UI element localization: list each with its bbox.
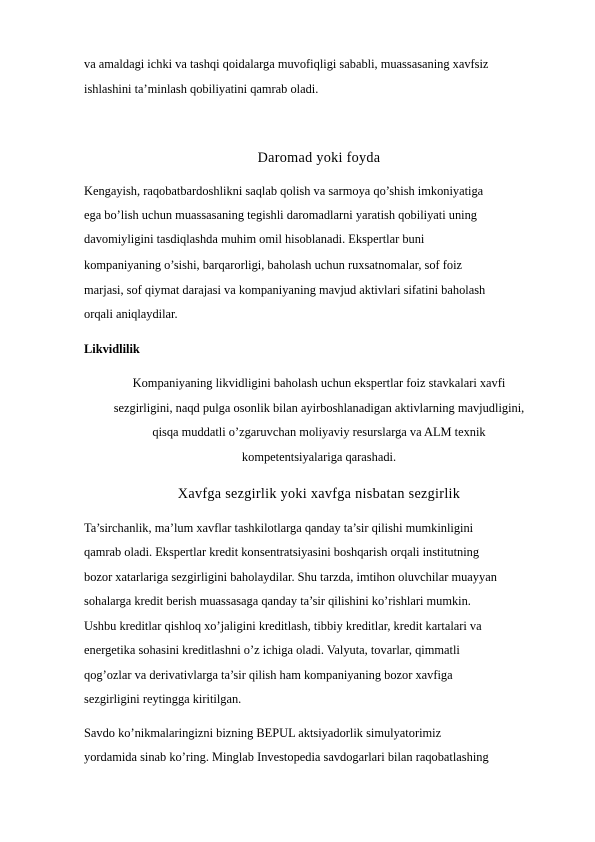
section-heading-sensitivity: Xavfga sezgirlik yoki xavfga nisbatan sezgirlik (177, 486, 461, 502)
liquidity-line-1: Kompaniyaning likvidligini baholash uchun ekspertlar foiz stavkalari xavfi (132, 376, 506, 390)
sensitivity-line-7: qog’ozlar va derivativlarga ta’sir qilish ham kompaniyaning bozor xavfiga (84, 668, 453, 682)
sensitivity-line-8: sezgirligini reytingga kiritilgan. (84, 692, 242, 706)
sensitivity-line-3: bozor xatarlariga sezgirligini baholaydilar. Shu tarzda, imtihon oluvchilar muayyan (84, 570, 497, 584)
closing-line-1: Savdo ko’nikmalaringizni bizning BEPUL aktsiyadorlik simulyatorimiz (84, 726, 442, 740)
liquidity-line-4: kompetentsiyalariga qarashadi. (241, 450, 397, 464)
intro-line-2: ishlashini ta’minlash qobiliyatini qamrab oladi. (84, 82, 319, 96)
sensitivity-line-1: Ta’sirchanlik, ma’lum xavflar tashkilotlarga qanday ta’sir qilishi mumkinligini (84, 521, 474, 535)
income-line-3: davomiyligini tasdiqlashda muhim omil hisoblanadi. Ekspertlar buni (84, 232, 425, 246)
section-heading-income: Daromad yoki foyda (257, 150, 381, 166)
income-line-2: ega bo’lish uchun muassasaning tegishli daromadlarni yaratish qobiliyati uning (84, 208, 477, 222)
sensitivity-line-4: sohalarga kredit berish muassasaga qanday ta’sir qilishini ko’rishlari mumkin. (84, 594, 471, 608)
section-heading-liquidity: Likvidlilik (84, 342, 140, 356)
sensitivity-line-2: qamrab oladi. Ekspertlar kredit konsentratsiyasini boshqarish orqali institutning (84, 545, 480, 559)
income-line-1: Kengayish, raqobatbardoshlikni saqlab qolish va sarmoya qo’shish imkoniyatiga (84, 184, 484, 198)
income-line-5: marjasi, sof qiymat darajasi va kompaniyaning mavjud aktivlari sifatini baholash (84, 283, 486, 297)
closing-line-2: yordamida sinab ko’ring. Minglab Investopedia savdogarlari bilan raqobatlashing (84, 750, 489, 764)
sensitivity-line-6: energetika sohasini kreditlashni o’z ichiga oladi. Valyuta, tovarlar, qimmatli (84, 643, 460, 657)
liquidity-line-2: sezgirligini, naqd pulga osonlik bilan ayirboshlanadigan aktivlarning mavjudligini, (113, 401, 525, 415)
intro-line-1: va amaldagi ichki va tashqi qoidalarga muvofiqligi sababli, muassasaning xavfsiz (84, 57, 489, 71)
sensitivity-line-5: Ushbu kreditlar qishloq xo’jaligini kreditlash, tibbiy kreditlar, kredit kartalari va (84, 619, 482, 633)
income-line-4: kompaniyaning o’sishi, barqarorligi, baholash uchun ruxsatnomalar, sof foiz (84, 258, 463, 272)
income-line-6: orqali aniqlaydilar. (84, 307, 178, 321)
liquidity-line-3: qisqa muddatli o’zgaruvchan moliyaviy resurslarga va ALM texnik (152, 425, 486, 439)
